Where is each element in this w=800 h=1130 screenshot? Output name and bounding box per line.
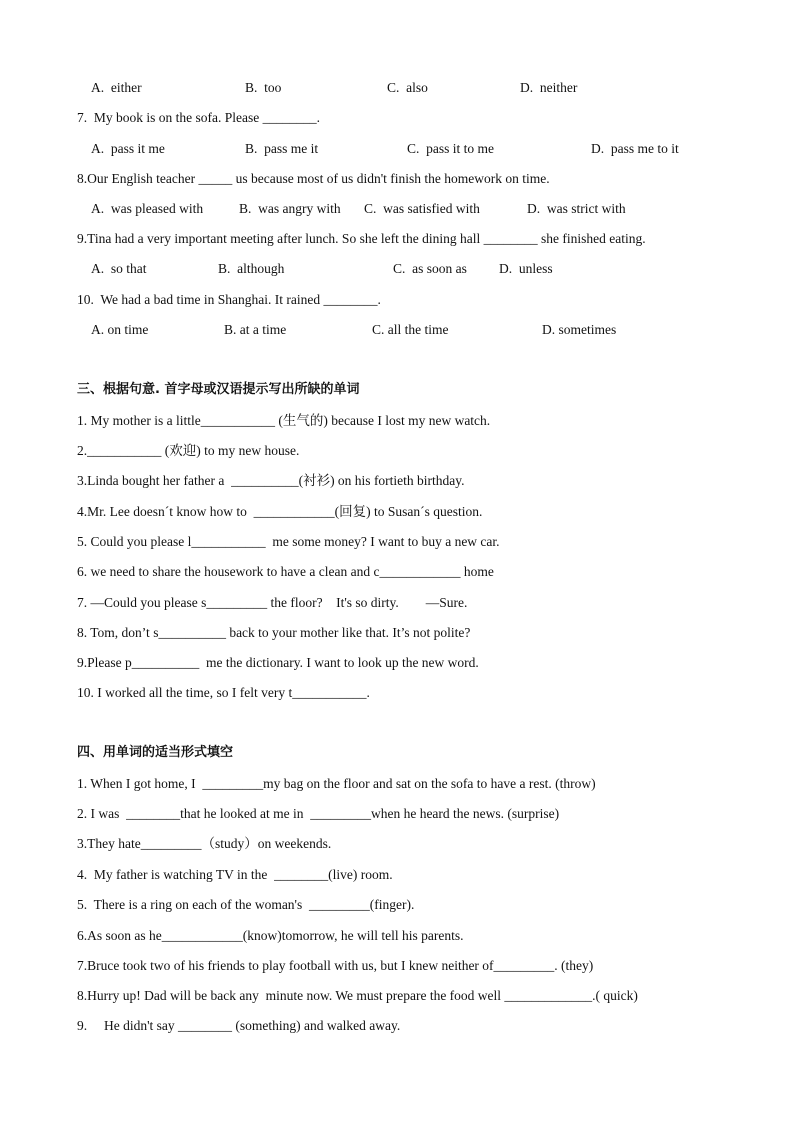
part4-item-2: 2. I was ________that he looked at me in _________when he heard the news. (surprise): [77, 806, 560, 821]
option-c: C. also: [387, 80, 428, 95]
option-c: C. as soon as: [393, 261, 467, 276]
option-c: C. was satisfied with: [364, 201, 480, 216]
part4-item-4: 4. My father is watching TV in the ________(live) room.: [77, 867, 393, 882]
part3-item-2: 2.___________ (欢迎) to my new house.: [77, 443, 300, 458]
option-b: B. was angry with: [239, 201, 341, 216]
q6-options: [0, 79, 800, 97]
part4-item-3: 3.They hate_________（study）on weekends.: [77, 836, 332, 851]
option-d: D. pass me to it: [591, 141, 679, 156]
question-8: 8.Our English teacher _____ us because most of us didn't finish the homework on time.: [77, 171, 550, 186]
option-a: A. pass it me: [91, 141, 165, 156]
part4-item-6: 6.As soon as he____________(know)tomorrow, he will tell his parents.: [77, 928, 464, 943]
option-c: C. all the time: [372, 322, 449, 337]
question-10: 10. We had a bad time in Shanghai. It rained ________.: [77, 292, 381, 307]
option-a: A. on time: [91, 322, 149, 337]
option-a: A. was pleased with: [91, 201, 204, 216]
option-d: D. was strict with: [527, 201, 626, 216]
part4-item-7: 7.Bruce took two of his friends to play football with us, but I knew neither of_________. (they): [77, 958, 594, 973]
option-c: C. pass it to me: [407, 141, 494, 156]
q9-options: [0, 260, 800, 278]
part4-item-5: 5. There is a ring on each of the woman's _________(finger).: [77, 897, 415, 912]
part4-item-1: 1. When I got home, I _________my bag on the floor and sat on the sofa to have a rest. (throw): [77, 776, 596, 791]
part3-item-8: 8. Tom, don’t s__________ back to your mother like that. It’s not polite?: [77, 625, 471, 640]
part4-item-8: 8.Hurry up! Dad will be back any minute now. We must prepare the food well _____________.( quick): [77, 988, 638, 1003]
part3-item-10: 10. I worked all the time, so I felt very t___________.: [77, 685, 370, 700]
part3-item-1: 1. My mother is a little___________ (生气的) because I lost my new watch.: [77, 413, 491, 428]
part3-item-3: 3.Linda bought her father a __________(衬衫) on his fortieth birthday.: [77, 473, 465, 488]
option-b: B. although: [218, 261, 285, 276]
part3-item-5: 5. Could you please l___________ me some money? I want to buy a new car.: [77, 534, 500, 549]
part3-item-9: 9.Please p__________ me the dictionary. I want to look up the new word.: [77, 655, 479, 670]
q7-options: [0, 140, 800, 158]
option-b: B. at a time: [224, 322, 287, 337]
option-d: D. sometimes: [542, 322, 617, 337]
section-3-heading: 三、根据句意. 首字母或汉语提示写出所缺的单词: [77, 382, 360, 397]
option-a: A. either: [91, 80, 142, 95]
option-d: D. neither: [520, 80, 578, 95]
part4-item-9: 9. He didn't say ________ (something) and walked away.: [77, 1018, 401, 1033]
question-9: 9.Tina had a very important meeting after lunch. So she left the dining hall ________ she finished eating.: [77, 231, 646, 246]
question-7: 7. My book is on the sofa. Please ________.: [77, 110, 320, 125]
option-d: D. unless: [499, 261, 553, 276]
option-b: B. pass me it: [245, 141, 319, 156]
part3-item-6: 6. we need to share the housework to have a clean and c____________ home: [77, 564, 494, 579]
option-b: B. too: [245, 80, 282, 95]
part3-item-4: 4.Mr. Lee doesn´t know how to ____________(回复) to Susan´s question.: [77, 504, 483, 519]
section-4-heading: 四、用单词的适当形式填空: [77, 745, 234, 760]
q10-options: [0, 321, 800, 339]
q8-options: [0, 200, 800, 218]
part3-item-7: 7. —Could you please s_________ the floor? It's so dirty. —Sure.: [77, 595, 468, 610]
option-a: A. so that: [91, 261, 147, 276]
